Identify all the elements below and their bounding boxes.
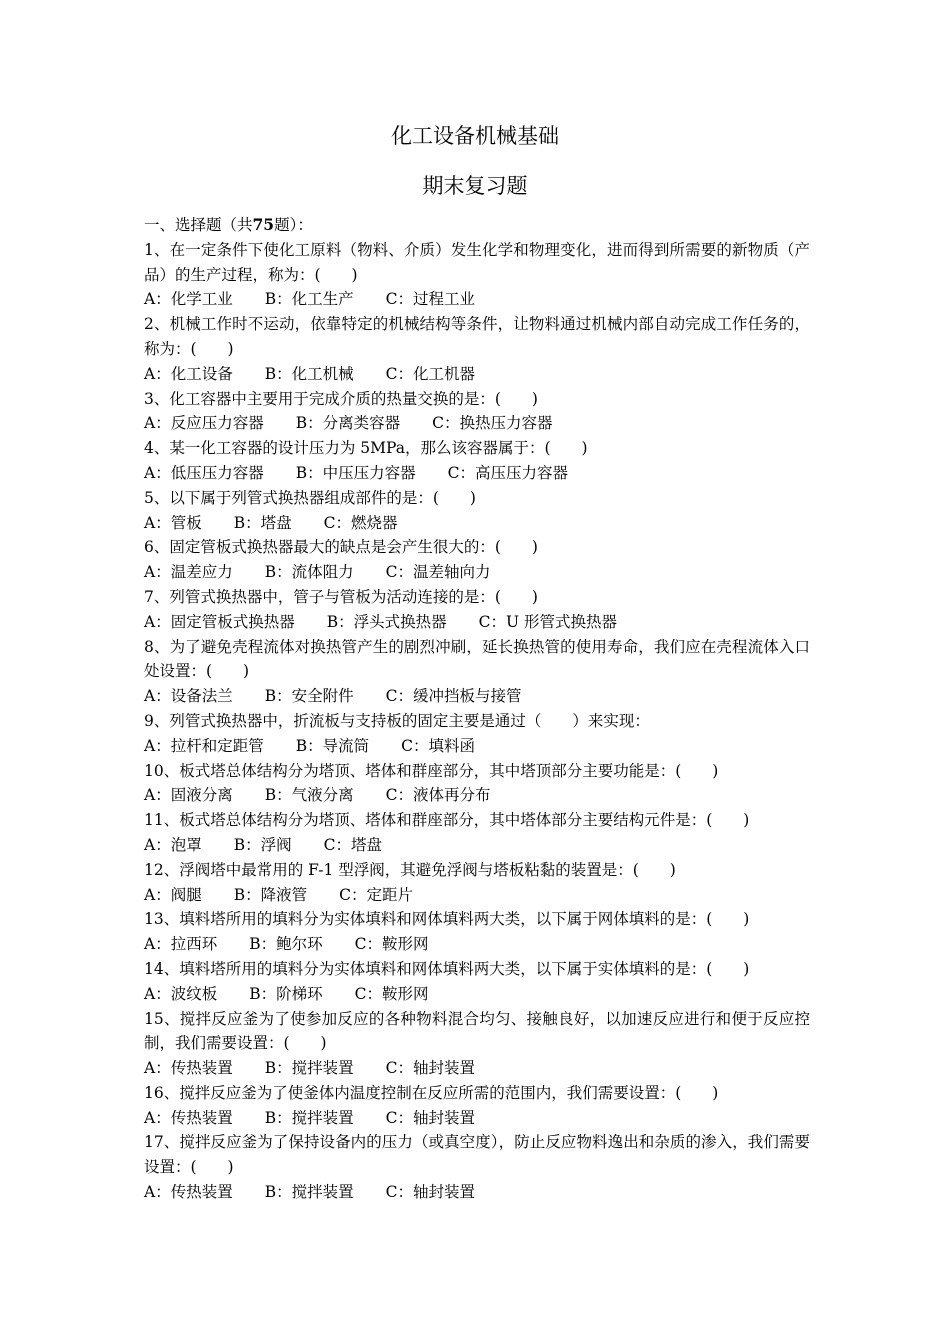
option-c: C：换热压力容器: [432, 414, 553, 433]
question-options: [144, 560, 810, 585]
question-text: 17、搅拌反应釜为了保持设备内的压力（或真空度），防止反应物料逸出和杂质的渗入，我们需要设置：( ): [144, 1133, 810, 1177]
option-b: B：阶梯环: [249, 984, 323, 1003]
option-a: A：固定管板式换热器: [144, 612, 295, 631]
option-b: B：安全附件: [264, 687, 354, 706]
option-c: C：鞍形网: [354, 935, 429, 954]
section-heading: 一、选择题（共75题）：: [144, 215, 313, 234]
option-a: A：拉杆和定距管: [144, 736, 264, 755]
option-a: A：拉西环: [144, 935, 218, 954]
option-a: A：管板: [144, 513, 202, 532]
option-c: C：燃烧器: [323, 513, 398, 532]
option-b: B：导流筒: [295, 736, 370, 755]
question-text: 13、填料塔所用的填料分为实体填料和网体填料两大类，以下属于网体填料的是：( ): [144, 910, 750, 929]
option-b: B：降液管: [233, 885, 308, 904]
question-options: [144, 1056, 810, 1081]
option-b: B：浮阀: [233, 835, 292, 854]
question-options: [144, 734, 810, 759]
option-b: B：塔盘: [233, 513, 292, 532]
option-c: C：过程工业: [385, 290, 475, 309]
option-b: B：搅拌装置: [264, 1108, 354, 1127]
question-options: [144, 511, 810, 536]
option-c: C：轴封装置: [385, 1183, 475, 1202]
question-options: [144, 1106, 810, 1131]
option-a: A：传热装置: [144, 1108, 233, 1127]
option-c: C：轴封装置: [385, 1108, 475, 1127]
question-item: [144, 907, 810, 957]
question-text: 15、搅拌反应釜为了使参加反应的各种物料混合均匀、接触良好，以加速反应进行和便于反应控制，我们需要设置：( ): [144, 1009, 810, 1053]
question-item: [144, 436, 810, 486]
option-a: A：传热装置: [144, 1059, 233, 1078]
option-c: C：塔盘: [323, 835, 382, 854]
question-item: [144, 535, 810, 585]
option-b: B：搅拌装置: [264, 1183, 354, 1202]
option-a: A：设备法兰: [144, 687, 233, 706]
option-c: C：化工机器: [385, 364, 475, 383]
question-options: [144, 287, 810, 312]
option-c: C：定距片: [339, 885, 413, 904]
document-title: 化工设备机械基础: [391, 124, 559, 148]
option-b: B：气液分离: [264, 786, 354, 805]
question-options: [144, 362, 810, 387]
question-text: 1、在一定条件下使化工原料（物料、介质）发生化学和物理变化，进而得到所需要的新物质（产品）的生产过程，称为：( ): [144, 240, 810, 284]
question-item: [144, 1130, 810, 1204]
question-item: [144, 709, 810, 759]
option-a: A：泡罩: [144, 835, 202, 854]
option-a: A：传热装置: [144, 1183, 233, 1202]
option-b: B：化工生产: [264, 290, 354, 309]
question-options: [144, 1180, 810, 1205]
question-item: [144, 585, 810, 635]
question-list: [144, 213, 810, 1205]
option-c: C：填料函: [401, 736, 475, 755]
option-c: C：轴封装置: [385, 1059, 475, 1078]
option-c: C：高压压力容器: [447, 463, 568, 482]
question-options: [144, 783, 810, 808]
question-text: 2、机械工作时不运动，依靠特定的机械结构等条件，让物料通过机械内部自动完成工作任务的，称为：( ): [144, 315, 810, 358]
option-b: B：化工机械: [264, 364, 354, 383]
question-item: [144, 238, 810, 312]
question-text: 11、板式塔总体结构分为塔顶、塔体和群座部分，其中塔体部分主要结构元件是：( ): [144, 811, 750, 830]
question-item: [144, 1007, 810, 1081]
question-text: 12、浮阀塔中最常用的 F-1 型浮阀，其避免浮阀与塔板粘黏的装置是：( ): [144, 860, 676, 879]
questions-container: [144, 238, 810, 1205]
question-item: [144, 858, 810, 908]
option-b: B：流体阻力: [264, 563, 354, 582]
option-c: C：液体再分布: [385, 786, 491, 805]
question-text: 5、以下属于列管式换热器组成部件的是：( ): [144, 488, 476, 507]
question-item: [144, 957, 810, 1007]
option-a: A：反应压力容器: [144, 414, 264, 433]
question-options: [144, 883, 810, 908]
question-item: [144, 635, 810, 709]
question-options: [144, 833, 810, 858]
question-options: [144, 461, 810, 486]
question-item: [144, 312, 810, 386]
question-text: 10、板式塔总体结构分为塔顶、塔体和群座部分，其中塔顶部分主要功能是：( ): [144, 761, 719, 780]
option-c: C：鞍形网: [354, 984, 429, 1003]
option-b: B：中压压力容器: [295, 463, 416, 482]
question-text: 16、搅拌反应釜为了使釜体内温度控制在反应所需的范围内，我们需要设置：( ): [144, 1083, 719, 1102]
question-item: [144, 486, 810, 536]
question-text: 14、填料塔所用的填料分为实体填料和网体填料两大类，以下属于实体填料的是：( ): [144, 959, 750, 978]
question-options: [144, 411, 810, 436]
question-options: [144, 982, 810, 1007]
option-b: B：分离类容器: [295, 414, 401, 433]
question-item: [144, 387, 810, 437]
option-a: A：低压压力容器: [144, 463, 264, 482]
question-text: 8、为了避免壳程流体对换热管产生的剧烈冲刷，延长换热管的使用寿命，我们应在壳程流体入口处设置：( ): [144, 637, 810, 681]
question-text: 7、列管式换热器中，管子与管板为活动连接的是：( ): [144, 587, 538, 606]
option-a: A：固液分离: [144, 786, 233, 805]
option-a: A：化工设备: [144, 364, 233, 383]
question-options: [144, 932, 810, 957]
question-item: [144, 1081, 810, 1131]
option-b: B：鲍尔环: [249, 935, 323, 954]
option-c: C：缓冲挡板与接管: [385, 687, 522, 706]
question-item: [144, 808, 810, 858]
question-text: 3、化工容器中主要用于完成介质的热量交换的是：( ): [144, 389, 538, 408]
option-b: B：浮头式换热器: [326, 612, 447, 631]
question-text: 6、固定管板式换热器最大的缺点是会产生很大的：( ): [144, 538, 538, 557]
option-a: A：阀腿: [144, 885, 202, 904]
option-a: A：温差应力: [144, 563, 233, 582]
option-a: A：化学工业: [144, 290, 233, 309]
option-c: C：U 形管式换热器: [478, 612, 617, 631]
option-b: B：搅拌装置: [264, 1059, 354, 1078]
question-item: [144, 759, 810, 809]
question-text: 4、某一化工容器的设计压力为 5MPa，那么该容器属于：( ): [144, 439, 588, 458]
question-options: [144, 684, 810, 709]
document-subtitle: 期末复习题: [422, 174, 528, 198]
question-options: [144, 610, 810, 635]
question-text: 9、列管式换热器中，折流板与支持板的固定主要是通过（ ）来实现：: [144, 711, 650, 730]
option-c: C：温差轴向力: [385, 563, 491, 582]
question-count: 75: [252, 215, 275, 234]
option-a: A：波纹板: [144, 984, 218, 1003]
